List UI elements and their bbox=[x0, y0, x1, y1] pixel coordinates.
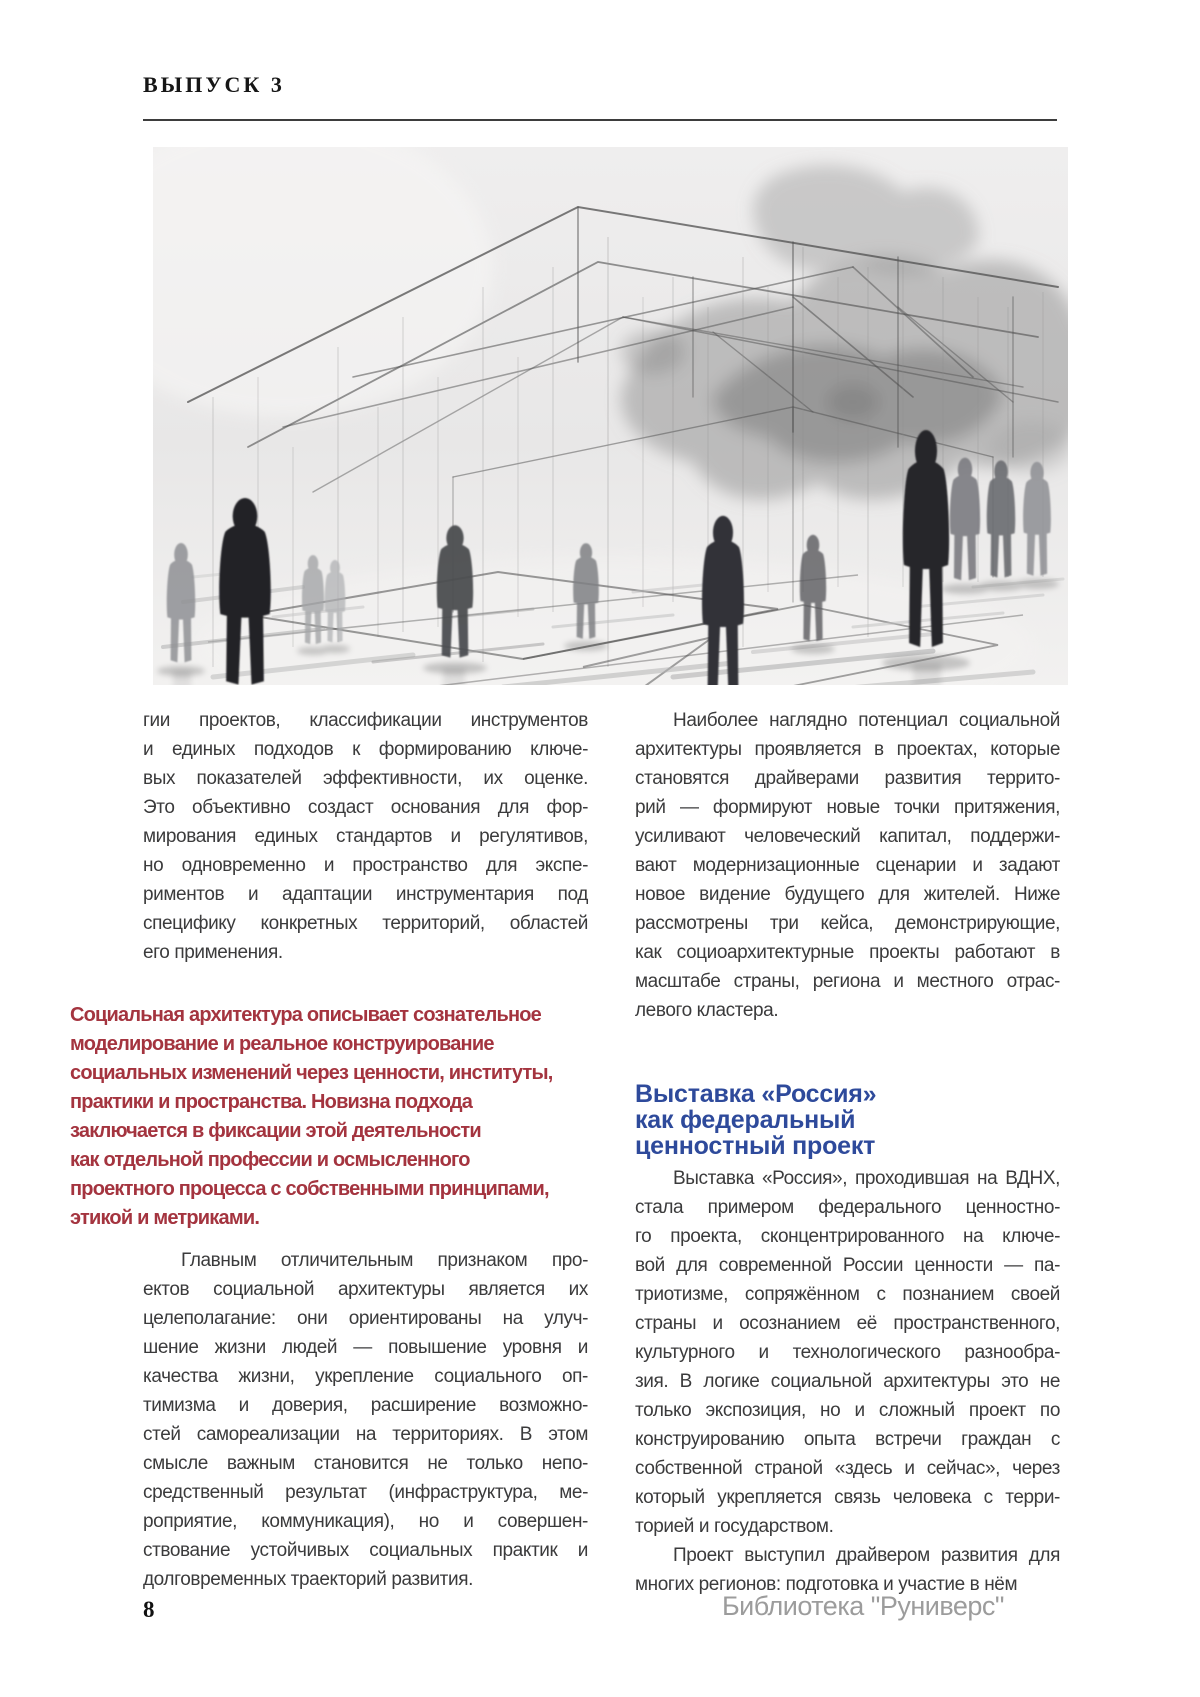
text-line: торией и государством. bbox=[635, 1516, 834, 1537]
text-line: масштабе страны, региона и местного отрас- bbox=[635, 971, 1060, 992]
text-line: как федеральный bbox=[635, 1106, 856, 1134]
text-line: и единых подходов к формированию ключе- bbox=[143, 739, 588, 760]
library-watermark: Библиотека "Руниверс" bbox=[721, 1591, 1004, 1621]
text-line: собственной страной «здесь и сейчас», через bbox=[635, 1458, 1060, 1479]
right-column-paragraph-1 bbox=[635, 706, 1060, 1025]
text-line: как отдельной профессии и осмысленного bbox=[70, 1149, 470, 1171]
text-line: Социальная архитектура описывает сознательное bbox=[70, 1004, 541, 1026]
text-line: шение жизни людей — повышение уровня и bbox=[143, 1337, 588, 1358]
text-line: триотизме, сопряжённом с познанием своей bbox=[635, 1284, 1060, 1305]
text-line: тимизма и доверия, расширение возможно- bbox=[143, 1395, 588, 1416]
page-number: 8 bbox=[143, 1597, 155, 1622]
left-column-paragraph-2 bbox=[143, 1246, 588, 1594]
text-line: зия. В логике социальной архитектуры это не bbox=[635, 1371, 1060, 1392]
text-line: вых показателей эффективности, их оценке. bbox=[143, 768, 588, 789]
text-line: рассмотрены три кейса, демонстрирующие, bbox=[635, 913, 1060, 934]
text-line: новое видение будущего для жителей. Ниже bbox=[635, 884, 1060, 905]
text-line: левого кластера. bbox=[635, 1000, 779, 1021]
exhibition-sketch-illustration bbox=[153, 147, 1068, 685]
text-line: культурного и технологического разнообра- bbox=[635, 1342, 1060, 1363]
text-line: вают модернизационные сценарии и задают bbox=[635, 855, 1060, 876]
text-line: целеполагание: они ориентированы на улуч- bbox=[143, 1308, 588, 1329]
text-line: становятся драйверами развития террито- bbox=[635, 768, 1060, 789]
text-line: долговременных траекторий развития. bbox=[143, 1569, 473, 1590]
right-column bbox=[635, 706, 1060, 1599]
text-line: мирования единых стандартов и регулятивов, bbox=[143, 826, 588, 847]
text-line: ценностный проект bbox=[635, 1132, 876, 1160]
right-column-paragraph-2 bbox=[635, 1164, 1060, 1541]
text-line: ствование устойчивых социальных практик и bbox=[143, 1540, 588, 1561]
text-line: этикой и метриками. bbox=[70, 1207, 260, 1229]
text-line: Выставка «Россия» bbox=[635, 1080, 877, 1108]
text-line: Наиболее наглядно потенциал социальной bbox=[673, 710, 1060, 731]
text-line: го проекта, сконцентрированного на ключе- bbox=[635, 1226, 1060, 1247]
text-line: практики и пространства. Новизна подхода bbox=[70, 1091, 473, 1113]
text-line: многих регионов: подготовка и участие в нём bbox=[635, 1574, 1018, 1595]
text-line: риментов и адаптации инструментария под bbox=[143, 884, 588, 905]
text-line: только экспозиция, но и сложный проект по bbox=[635, 1400, 1060, 1421]
text-line: архитектуры проявляется в проектах, которые bbox=[635, 739, 1060, 760]
header-divider bbox=[143, 119, 1057, 121]
text-line: конструированию опыта встречи граждан с bbox=[635, 1429, 1060, 1450]
text-line: социальных изменений через ценности, институты, bbox=[70, 1062, 553, 1084]
text-line: специфику конкретных территорий, областей bbox=[143, 913, 588, 934]
text-line: как социоархитектурные проекты работают в bbox=[635, 942, 1060, 963]
text-line: стала примером федерального ценностно- bbox=[635, 1197, 1060, 1218]
text-line: смысле важным становится не только непо- bbox=[143, 1453, 588, 1474]
text-line: качества жизни, укрепление социального оп- bbox=[143, 1366, 588, 1387]
text-line: его применения. bbox=[143, 942, 283, 963]
issue-label: ВЫПУСК 3 bbox=[143, 72, 285, 97]
text-line: Это объективно создаст основания для фор- bbox=[143, 797, 588, 818]
text-line: заключается в фиксации этой деятельности bbox=[70, 1120, 481, 1142]
text-line: гии проектов, классификации инструментов bbox=[143, 710, 588, 731]
text-line: рий — формируют новые точки притяжения, bbox=[635, 797, 1060, 818]
text-line: средственный результат (инфраструктура, ме- bbox=[143, 1482, 588, 1503]
text-line: стей самореализации на территориях. В этом bbox=[143, 1424, 588, 1445]
left-column bbox=[70, 706, 588, 1594]
text-line: Проект выступил драйвером развития для bbox=[673, 1545, 1060, 1566]
text-line: вой для современной России ценности — па- bbox=[635, 1255, 1060, 1276]
red-callout bbox=[70, 1001, 588, 1233]
text-line: который укрепляется связь человека с терри- bbox=[635, 1487, 1060, 1508]
text-line: усиливают человеческий капитал, поддержи- bbox=[635, 826, 1060, 847]
text-line: ектов социальной архитектуры является их bbox=[143, 1279, 588, 1300]
left-column-paragraph-1 bbox=[143, 706, 588, 967]
text-line: проектного процесса с собственными принципами, bbox=[70, 1178, 549, 1200]
text-line: роприятие, коммуникация), но и совершен- bbox=[143, 1511, 588, 1532]
text-line: страны и осознанием её пространственного, bbox=[635, 1313, 1060, 1334]
text-line: моделирование и реальное конструирование bbox=[70, 1033, 494, 1055]
text-line: Выставка «Россия», проходившая на ВДНХ, bbox=[673, 1168, 1060, 1189]
section-heading bbox=[635, 1081, 1060, 1159]
text-line: Главным отличительным признаком про- bbox=[181, 1250, 588, 1271]
text-line: но одновременно и пространство для экспе- bbox=[143, 855, 588, 876]
